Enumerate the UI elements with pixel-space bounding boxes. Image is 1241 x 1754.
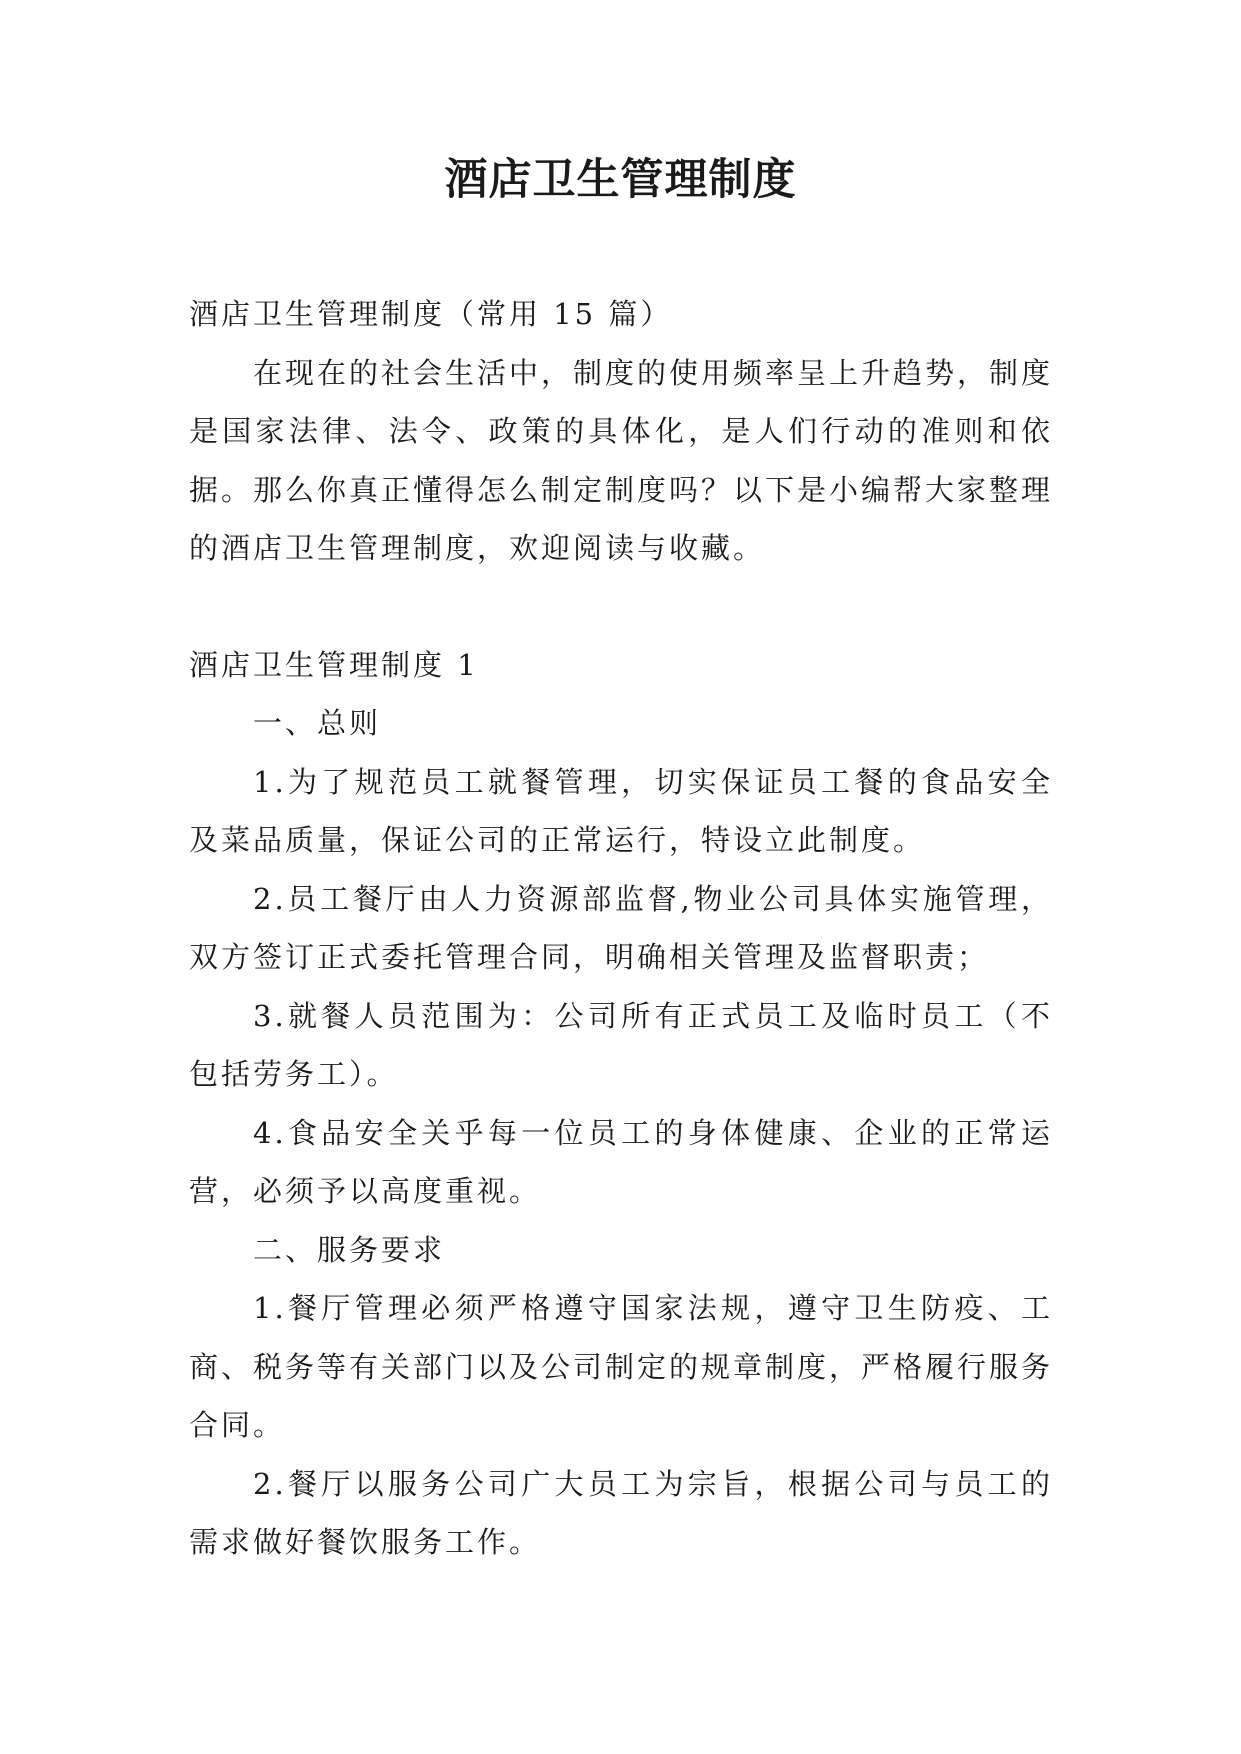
- part-title-general: 一、总则: [253, 706, 382, 740]
- document-title: 酒店卫生管理制度: [444, 155, 797, 205]
- document-body: [189, 285, 1053, 1572]
- service-item-1: 1.餐厅管理必须严格遵守国家法规，遵守卫生防疫、工商、税务等有关部门以及公司制定的规章制度，严格履行服务合同。: [189, 1291, 1054, 1442]
- general-item-4: 4.食品安全关乎每一位员工的身体健康、企业的正常运营，必须予以高度重视。: [189, 1115, 1053, 1208]
- general-item-3: 3.就餐人员范围为：公司所有正式员工及临时员工（不包括劳务工）。: [189, 998, 1053, 1091]
- service-item-2: 2.餐厅以服务公司广大员工为宗旨，根据公司与员工的需求做好餐饮服务工作。: [189, 1466, 1053, 1559]
- section-heading: 酒店卫生管理制度 1: [189, 647, 479, 682]
- part-title-service: 二、服务要求: [253, 1232, 446, 1267]
- intro-paragraph: 在现在的社会生活中，制度的使用频率呈上升趋势，制度是国家法律、法令、政策的具体化，是人们行动的准则和依据。那么你真正懂得怎么制定制度吗？以下是小编帮大家整理的酒店卫生管理制度，欢迎阅读与收藏。: [189, 355, 1054, 565]
- general-item-1: 1.为了规范员工就餐管理，切实保证员工餐的食品安全及菜品质量，保证公司的正常运行，特设立此制度。: [189, 764, 1053, 857]
- document-subtitle: 酒店卫生管理制度（常用 15 篇）: [189, 297, 673, 331]
- general-item-2: 2.员工餐厅由人力资源部监督,物业公司具体实施管理，双方签订正式委托管理合同，明确相关管理及监督职责；: [189, 881, 1053, 974]
